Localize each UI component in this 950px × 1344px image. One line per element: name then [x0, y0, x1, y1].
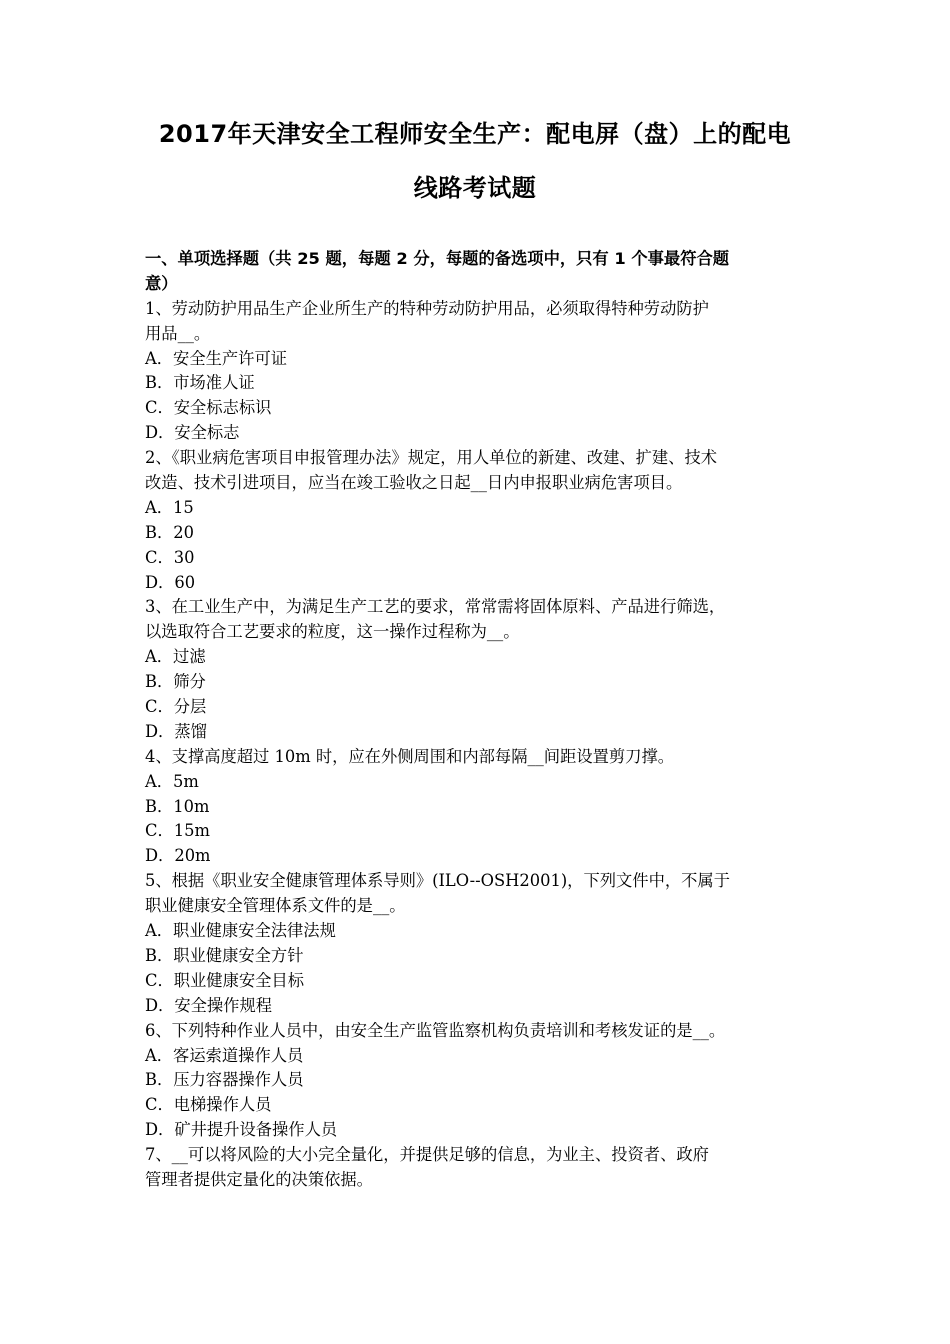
section-heading-line-2: 意） — [145, 273, 178, 293]
document-title-line-2: 线路考试题 — [413, 174, 537, 202]
question-1 — [145, 297, 815, 446]
question-2-text-line-1: 2、《职业病危害项目申报管理办法》规定，用人单位的新建、改建、扩建、技术 — [145, 448, 718, 468]
question-4-option-a: A．5m — [145, 771, 199, 791]
question-7-text-line-1: 7、__可以将风险的大小完全量化，并提供足够的信息，为业主、投资者、政府 — [145, 1145, 709, 1165]
question-6 — [145, 1019, 815, 1143]
question-1-option-a: A．安全生产许可证 — [145, 348, 288, 368]
document-title-line-1: 2017年天津安全工程师安全生产：配电屏（盘）上的配电 — [158, 120, 792, 148]
question-2 — [145, 446, 815, 595]
question-1-option-b: B．市场准人证 — [145, 373, 255, 393]
question-5 — [145, 869, 815, 1018]
question-3-option-c: C．分层 — [145, 697, 207, 717]
question-3-option-d: D．蒸馏 — [145, 721, 207, 741]
question-4-option-c: C．15m — [145, 821, 210, 841]
question-1-text-line-1: 1、劳动防护用品生产企业所生产的特种劳动防护用品，必须取得特种劳动防护 — [145, 298, 709, 318]
question-5-text-line-1: 5、根据《职业安全健康管理体系导则》(ILO--OSH2001)，下列文件中，不属于 — [145, 871, 730, 891]
question-1-option-c: C．安全标志标识 — [145, 398, 272, 418]
question-6-option-d: D．矿井提升设备操作人员 — [145, 1120, 338, 1140]
question-6-text-line-1: 6、下列特种作业人员中，由安全生产监管监察机构负责培训和考核发证的是__。 — [145, 1020, 726, 1040]
question-3-text-line-1: 3、在工业生产中，为满足生产工艺的要求，常常需将固体原料、产品进行筛选， — [145, 597, 726, 617]
question-5-option-d: D．安全操作规程 — [145, 995, 273, 1015]
question-1-text-line-2: 用品__。 — [145, 323, 211, 343]
question-2-option-d: D．60 — [145, 572, 196, 592]
question-6-option-a: A．客运索道操作人员 — [145, 1045, 304, 1065]
question-3-option-b: B．筛分 — [145, 672, 206, 692]
question-4-option-d: D．20m — [145, 846, 211, 866]
question-4-text-line-1: 4、支撑高度超过 10m 时，应在外侧周围和内部每隔__间距设置剪刀撑。 — [145, 746, 675, 766]
question-5-option-a: A．职业健康安全法律法规 — [145, 921, 336, 941]
question-2-option-c: C．30 — [145, 547, 195, 567]
question-4 — [145, 745, 815, 869]
question-5-option-c: C．职业健康安全目标 — [145, 970, 304, 990]
question-4-option-b: B．10m — [145, 796, 210, 816]
question-5-text-line-2: 职业健康安全管理体系文件的是__。 — [145, 896, 406, 916]
question-3 — [145, 595, 815, 744]
question-3-text-line-2: 以选取符合工艺要求的粒度，这一操作过程称为__。 — [145, 622, 520, 642]
question-2-option-b: B．20 — [145, 522, 194, 542]
question-1-option-d: D．安全标志 — [145, 423, 240, 443]
question-3-option-a: A．过滤 — [145, 647, 206, 667]
question-6-option-c: C．电梯操作人员 — [145, 1095, 272, 1115]
section-heading-line-1: 一、单项选择题（共 25 题，每题 2 分，每题的备选项中，只有 1 个事最符合题 — [145, 249, 730, 268]
question-7 — [145, 1143, 815, 1193]
question-2-option-a: A．15 — [145, 497, 194, 517]
question-6-option-b: B．压力容器操作人员 — [145, 1070, 304, 1090]
question-2-text-line-2: 改造、技术引进项目，应当在竣工验收之日起__日内申报职业病危害项目。 — [145, 473, 683, 493]
question-5-option-b: B．职业健康安全方针 — [145, 945, 304, 965]
document-body — [145, 247, 815, 1193]
question-7-text-line-2: 管理者提供定量化的决策依据。 — [145, 1169, 373, 1189]
